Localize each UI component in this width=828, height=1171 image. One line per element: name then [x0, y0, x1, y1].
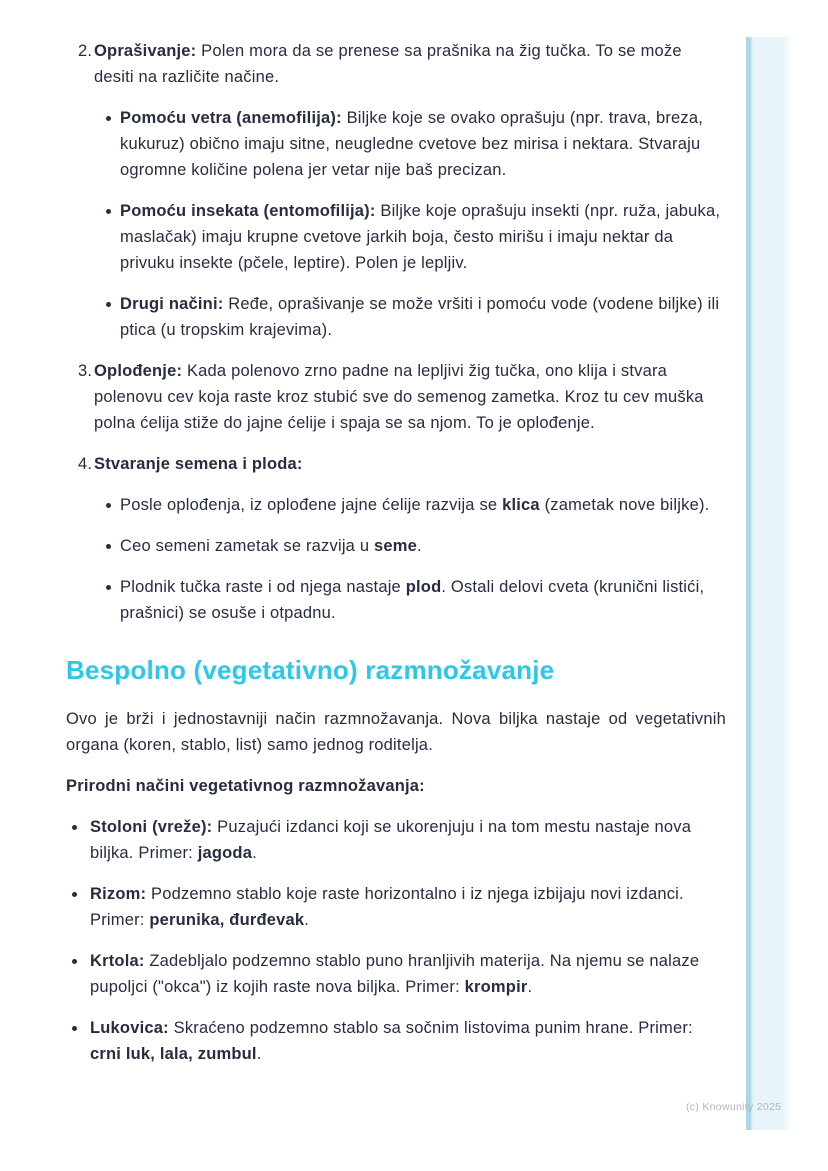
bullet-icon [72, 814, 90, 866]
bold-text-segment: perunika, đurđevak [149, 911, 305, 929]
text-segment: . [304, 911, 310, 929]
numbered-list-item [78, 358, 726, 436]
bullet-item-text [120, 198, 726, 276]
bold-text-segment: Prirodni načini vegetativnog razmnožavanja: [66, 777, 425, 795]
bullet-icon [106, 492, 120, 518]
text-segment: Ređe, oprašivanje se može vršiti i pomoću vode (vodene biljke) ili ptica (u tropskim krajevima). [120, 295, 720, 339]
bullet-icon [106, 574, 120, 626]
text-segment: . [256, 1045, 262, 1063]
text-segment: Podzemno stablo koje raste horizontalno i iz njega izbijaju novi izdanci. Primer: [90, 885, 684, 929]
bold-text-segment: jagoda [197, 844, 253, 862]
bullet-list-item [72, 948, 726, 1000]
bullet-icon [72, 881, 90, 933]
bullet-list-item [106, 492, 726, 518]
bold-text-segment: Rizom: [90, 885, 151, 903]
bullet-item-text [90, 881, 726, 933]
bold-text-segment: seme [374, 537, 418, 555]
bullet-item-text [90, 1015, 726, 1067]
bullet-item-text [120, 492, 709, 518]
text-segment: Zadebljalo podzemno stablo puno hranljivih materija. Na njemu se nalaze pupoljci ("okca") iz kojih raste nova biljka. Primer: [90, 952, 700, 996]
bullet-list-item [106, 574, 726, 626]
watermark: (c) Knowunity 2025 [686, 1101, 782, 1113]
list-number: 2. [78, 42, 93, 60]
right-stripe-decoration [746, 37, 793, 1130]
text-segment: (zametak nove biljke). [539, 496, 710, 514]
bullet-list-item [106, 105, 726, 183]
text-segment: Biljke koje oprašuju insekti (npr. ruža, jabuka, maslačak) imaju krupne cvetove jarkih boja, često mirišu i imaju nektar da privuku insekte (pčele, leptire). Polen je lepljiv. [120, 202, 721, 272]
numbered-list-item [78, 38, 726, 90]
bullet-item-text [120, 574, 726, 626]
bullet-list-item [106, 533, 726, 559]
bullet-item-text [120, 533, 422, 559]
text-segment: Polen mora da se prenese sa prašnika na žig tučka. To se može desiti na različite načine. [94, 42, 682, 86]
text-segment: Kada polenovo zrno padne na lepljivi žig tučka, ono klija i stvara polenovu cev koja raste kroz stubić sve do semenog zametka. Kroz tu cev muška polna ćelija stiže do jajne ćelije i spaja se sa njom. To je oplođenje. [94, 362, 704, 432]
text-segment: . Ostali delovi cveta (krunični listići, prašnici) se osuše i otpadnu. [120, 578, 705, 622]
bold-text-segment: Krtola: [90, 952, 150, 970]
text-segment: Puzajući izdanci koji se ukorenjuju i na tom mestu nastaje nova biljka. Primer: [90, 818, 692, 862]
list-item-text [94, 38, 726, 90]
section-heading: Bespolno (vegetativno) razmnožavanje [66, 655, 555, 685]
bold-text-segment: Oprašivanje: [94, 42, 202, 60]
bullet-icon [72, 948, 90, 1000]
list-number: 4. [78, 455, 93, 473]
bullet-icon [106, 533, 120, 559]
bold-text-segment: Drugi načini: [120, 295, 229, 313]
text-segment: Posle oplođenja, iz oplođene jajne ćelije razvija se [120, 496, 503, 514]
text-segment: Biljke koje se ovako oprašuju (npr. trava, breza, kukuruz) obično imaju sitne, neugledne cvetove bez mirisa i nektara. Stvaraju ogromne količine polena jer vetar nije baš precizan. [120, 109, 704, 179]
paragraph [66, 706, 726, 758]
bullet-item-text [90, 814, 726, 866]
bold-text-segment: Pomoću insekata (entomofilija): [120, 202, 381, 220]
bold-text-segment: Pomoću vetra (anemofilija): [120, 109, 347, 127]
list-number: 3. [78, 362, 93, 380]
bold-text-segment: plod [405, 578, 442, 596]
bullet-item-text [120, 291, 726, 343]
bold-text-segment: Lukovica: [90, 1019, 174, 1037]
bold-text-segment: Oplođenje: [94, 362, 187, 380]
bullet-list-item [72, 1015, 726, 1067]
text-segment: . [417, 537, 422, 555]
text-segment: . [252, 844, 257, 862]
bullet-icon [72, 1015, 90, 1067]
bold-text-segment: Stvaranje semena i ploda: [94, 455, 303, 473]
bullet-icon [106, 198, 120, 276]
text-segment: Ceo semeni zametak se razvija u [120, 537, 375, 555]
paragraph [66, 773, 726, 799]
bold-text-segment: crni luk, lala, zumbul [90, 1045, 257, 1063]
bullet-item-text [120, 105, 726, 183]
bullet-list-item [106, 291, 726, 343]
text-segment: Ovo je brži i jednostavniji način razmnožavanja. Nova biljka nastaje od vegetativnih organa (koren, stablo, list) samo jednog roditelja. [66, 710, 726, 754]
bold-text-segment: klica [502, 496, 540, 514]
list-item-text [94, 451, 726, 477]
text-segment: . [527, 978, 533, 996]
bullet-icon [106, 291, 120, 343]
text-segment: Skraćeno podzemno stablo sa sočnim listovima punim hrane. Primer: [173, 1019, 693, 1037]
bullet-list-item [106, 198, 726, 276]
bullet-list-item [72, 814, 726, 866]
bullet-list-item [72, 881, 726, 933]
text-segment: Plodnik tučka raste i od njega nastaje [120, 578, 406, 596]
bullet-icon [106, 105, 120, 183]
bullet-item-text [90, 948, 726, 1000]
bold-text-segment: krompir [464, 978, 528, 996]
list-item-text [94, 358, 726, 436]
bold-text-segment: Stoloni (vreže): [90, 818, 218, 836]
numbered-list-item [78, 451, 726, 477]
document-content [66, 38, 726, 1067]
